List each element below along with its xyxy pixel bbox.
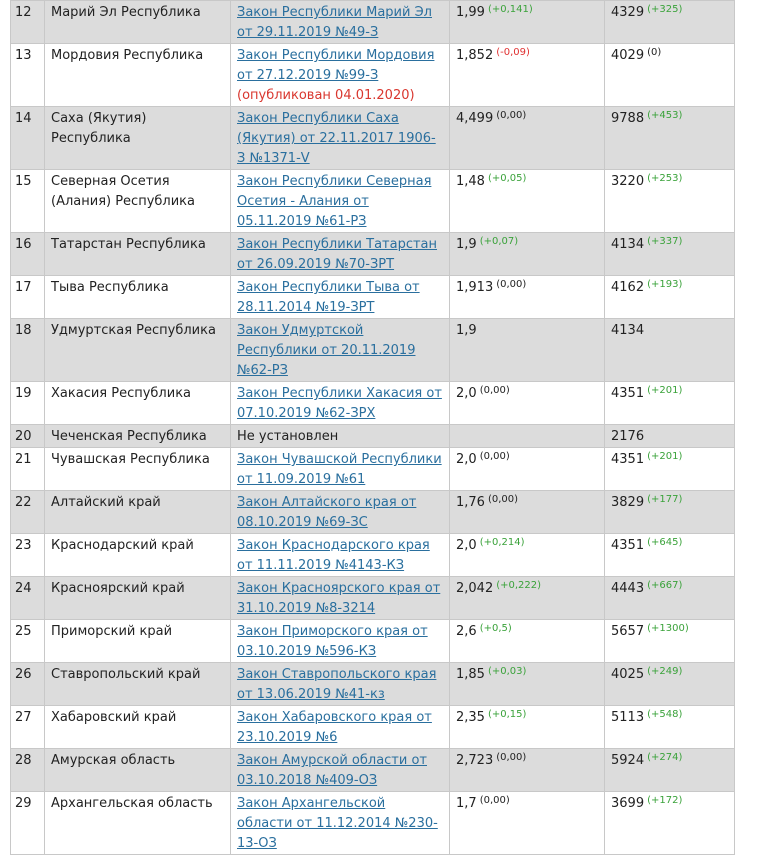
- table-body: [11, 1, 735, 855]
- law-link[interactable]: Закон Республики Саха (Якутия) от 22.11.2017 1906-З №1371-V: [237, 111, 436, 166]
- law-cell: [231, 425, 450, 448]
- coefficient-cell: [450, 706, 605, 749]
- coefficient-cell: [450, 577, 605, 620]
- law-link[interactable]: Закон Республики Марий Эл от 29.11.2019 №49-З: [237, 5, 432, 40]
- region-name: Татарстан Республика: [45, 233, 231, 276]
- coefficient-cell: [450, 448, 605, 491]
- region-name: Архангельская область: [45, 792, 231, 855]
- coefficient-cell: [450, 663, 605, 706]
- minimum-change: (+249): [647, 666, 683, 677]
- law-link[interactable]: Закон Хабаровского края от 23.10.2019 №6: [237, 710, 432, 745]
- coefficient-change: (+0,141): [487, 4, 533, 15]
- minimum-cell: [605, 663, 735, 706]
- minimum-value: 3699: [611, 796, 645, 811]
- coefficient-value: 2,0: [456, 538, 477, 553]
- law-link[interactable]: Закон Республики Северная Осетия - Алания от 05.11.2019 №61-РЗ: [237, 174, 432, 229]
- coefficient-change: (0,00): [487, 494, 519, 505]
- coefficient-change: (+0,07): [479, 236, 519, 247]
- law-link[interactable]: Закон Республики Мордовия от 27.12.2019 №99-З: [237, 48, 435, 83]
- minimum-value: 4134: [611, 323, 645, 338]
- coefficient-cell: [450, 1, 605, 44]
- row-number: 16: [11, 233, 45, 276]
- minimum-change: (0): [647, 47, 662, 58]
- minimum-cell: [605, 749, 735, 792]
- table-row: [11, 706, 735, 749]
- minimum-cell: [605, 425, 735, 448]
- coefficient-value: 2,35: [456, 710, 485, 725]
- minimum-value: 4351: [611, 452, 645, 467]
- law-link[interactable]: Закон Удмуртской Республики от 20.11.2019 №62-РЗ: [237, 323, 416, 378]
- law-not-set: Не установлен: [237, 429, 339, 444]
- region-name: Чувашская Республика: [45, 448, 231, 491]
- row-number: 15: [11, 170, 45, 233]
- law-link[interactable]: Закон Алтайского края от 08.10.2019 №69-ЗС: [237, 495, 417, 530]
- minimum-change: (+645): [647, 537, 683, 548]
- coefficient-change: (+0,5): [479, 623, 512, 634]
- minimum-value: 4029: [611, 48, 645, 63]
- table-row: [11, 1, 735, 44]
- coefficient-cell: [450, 792, 605, 855]
- row-number: 21: [11, 448, 45, 491]
- row-number: 28: [11, 749, 45, 792]
- law-cell: [231, 170, 450, 233]
- minimum-cell: [605, 170, 735, 233]
- minimum-change: (+548): [647, 709, 683, 720]
- table-row: [11, 663, 735, 706]
- coefficient-cell: [450, 382, 605, 425]
- coefficient-change: (+0,214): [479, 537, 525, 548]
- minimum-cell: [605, 276, 735, 319]
- minimum-value: 9788: [611, 111, 645, 126]
- row-number: 25: [11, 620, 45, 663]
- coefficient-value: 2,042: [456, 581, 494, 596]
- law-cell: [231, 1, 450, 44]
- region-name: Хакасия Республика: [45, 382, 231, 425]
- minimum-change: (+274): [647, 752, 683, 763]
- coefficient-cell: [450, 233, 605, 276]
- row-number: 27: [11, 706, 45, 749]
- minimum-change: (+667): [647, 580, 683, 591]
- publication-note: (опубликован 04.01.2020): [237, 88, 415, 103]
- row-number: 19: [11, 382, 45, 425]
- law-cell: [231, 749, 450, 792]
- row-number: 12: [11, 1, 45, 44]
- table-row: [11, 577, 735, 620]
- minimum-cell: [605, 233, 735, 276]
- minimum-cell: [605, 382, 735, 425]
- coefficient-change: (0,00): [496, 279, 527, 290]
- minimum-cell: [605, 706, 735, 749]
- coefficient-change: (0,00): [479, 451, 510, 462]
- minimum-value: 3829: [611, 495, 645, 510]
- coefficient-value: 4,499: [456, 111, 494, 126]
- minimum-change: (+1300): [647, 623, 689, 634]
- minimum-cell: [605, 577, 735, 620]
- coefficient-change: (0,00): [496, 752, 527, 763]
- minimum-change: (+453): [647, 110, 683, 121]
- minimum-cell: [605, 792, 735, 855]
- minimum-change: (+201): [647, 451, 683, 462]
- minimum-change: (+193): [647, 279, 683, 290]
- minimum-cell: [605, 319, 735, 382]
- table-row: [11, 534, 735, 577]
- row-number: 24: [11, 577, 45, 620]
- region-name: Ставропольский край: [45, 663, 231, 706]
- minimum-change: (+337): [647, 236, 683, 247]
- minimum-value: 4162: [611, 280, 645, 295]
- coefficient-change: (0,00): [479, 795, 510, 806]
- table-row: [11, 233, 735, 276]
- row-number: 29: [11, 792, 45, 855]
- law-cell: [231, 663, 450, 706]
- region-name: Чеченская Республика: [45, 425, 231, 448]
- coefficient-cell: [450, 319, 605, 382]
- table-row: [11, 620, 735, 663]
- minimum-cell: [605, 44, 735, 107]
- minimum-value: 4025: [611, 667, 645, 682]
- row-number: 22: [11, 491, 45, 534]
- law-cell: [231, 276, 450, 319]
- table-row: [11, 107, 735, 170]
- coefficient-value: 1,852: [456, 48, 494, 63]
- minimum-value: 5113: [611, 710, 645, 725]
- coefficient-value: 2,723: [456, 753, 494, 768]
- coefficient-change: (+0,05): [487, 173, 527, 184]
- table-row: [11, 792, 735, 855]
- minimum-change: (+201): [647, 385, 683, 396]
- coefficient-change: (+0,222): [496, 580, 542, 591]
- law-link[interactable]: Закон Республики Хакасия от 07.10.2019 №62-ЗРХ: [237, 386, 442, 421]
- table-row: [11, 382, 735, 425]
- law-link[interactable]: Закон Красноярского края от 31.10.2019 №8-3214: [237, 581, 441, 616]
- minimum-value: 4351: [611, 538, 645, 553]
- law-link[interactable]: Закон Республики Татарстан от 26.09.2019 №70-ЗРТ: [237, 237, 438, 272]
- minimum-value: 4443: [611, 581, 645, 596]
- region-name: Приморский край: [45, 620, 231, 663]
- coefficient-cell: [450, 534, 605, 577]
- minimum-change: (+253): [647, 173, 683, 184]
- law-cell: [231, 620, 450, 663]
- region-name: Саха (Якутия) Республика: [45, 107, 231, 170]
- coefficient-value: 1,76: [456, 495, 485, 510]
- minimum-cell: [605, 491, 735, 534]
- table-row: [11, 425, 735, 448]
- minimum-cell: [605, 107, 735, 170]
- law-cell: [231, 792, 450, 855]
- law-link[interactable]: Закон Чувашской Республики от 11.09.2019 №61: [237, 452, 442, 487]
- law-link[interactable]: Закон Приморского края от 03.10.2019 №596-КЗ: [237, 624, 428, 659]
- table-row: [11, 44, 735, 107]
- law-cell: [231, 233, 450, 276]
- minimum-value: 2176: [611, 429, 645, 444]
- minimum-cell: [605, 534, 735, 577]
- law-cell: [231, 44, 450, 107]
- coefficient-value: 2,6: [456, 624, 477, 639]
- law-link[interactable]: Закон Амурской области от 03.10.2018 №409-ОЗ: [237, 753, 427, 788]
- law-cell: [231, 107, 450, 170]
- minimum-value: 5657: [611, 624, 645, 639]
- region-name: Северная Осетия (Алания) Республика: [45, 170, 231, 233]
- coefficient-value: 1,913: [456, 280, 494, 295]
- coefficient-value: 1,9: [456, 323, 477, 338]
- minimum-value: 4329: [611, 5, 645, 20]
- coefficient-cell: [450, 44, 605, 107]
- region-name: Краснодарский край: [45, 534, 231, 577]
- law-cell: [231, 491, 450, 534]
- law-cell: [231, 706, 450, 749]
- coefficient-cell: [450, 749, 605, 792]
- coefficient-cell: [450, 620, 605, 663]
- law-cell: [231, 534, 450, 577]
- law-cell: [231, 448, 450, 491]
- coefficient-value: 2,0: [456, 452, 477, 467]
- law-link[interactable]: Закон Архангельской области от 11.12.2014 №230-13-ОЗ: [237, 796, 438, 851]
- coefficient-cell: [450, 170, 605, 233]
- coefficient-change: (+0,15): [487, 709, 527, 720]
- coefficient-change: (-0,09): [496, 47, 530, 58]
- law-link[interactable]: Закон Республики Тыва от 28.11.2014 №19-ЗРТ: [237, 280, 420, 315]
- region-name: Алтайский край: [45, 491, 231, 534]
- minimum-value: 5924: [611, 753, 645, 768]
- table-row: [11, 170, 735, 233]
- law-link[interactable]: Закон Ставропольского края от 13.06.2019 №41-кз: [237, 667, 437, 702]
- law-cell: [231, 577, 450, 620]
- table-row: [11, 448, 735, 491]
- coefficient-value: 1,7: [456, 796, 477, 811]
- coefficient-value: 1,9: [456, 237, 477, 252]
- row-number: 17: [11, 276, 45, 319]
- row-number: 18: [11, 319, 45, 382]
- law-link[interactable]: Закон Краснодарского края от 11.11.2019 №4143-КЗ: [237, 538, 430, 573]
- region-name: Красноярский край: [45, 577, 231, 620]
- law-cell: [231, 382, 450, 425]
- minimum-cell: [605, 620, 735, 663]
- region-name: Хабаровский край: [45, 706, 231, 749]
- row-number: 26: [11, 663, 45, 706]
- coefficient-change: (+0,03): [487, 666, 527, 677]
- minimum-value: 4134: [611, 237, 645, 252]
- coefficient-cell: [450, 107, 605, 170]
- region-name: Амурская область: [45, 749, 231, 792]
- minimum-change: (+325): [647, 4, 683, 15]
- region-name: Удмуртская Республика: [45, 319, 231, 382]
- row-number: 23: [11, 534, 45, 577]
- coefficient-value: 2,0: [456, 386, 477, 401]
- region-name: Тыва Республика: [45, 276, 231, 319]
- table-row: [11, 276, 735, 319]
- minimum-change: (+177): [647, 494, 683, 505]
- region-name: Мордовия Республика: [45, 44, 231, 107]
- table-row: [11, 749, 735, 792]
- minimum-cell: [605, 448, 735, 491]
- coefficient-cell: [450, 425, 605, 448]
- row-number: 14: [11, 107, 45, 170]
- row-number: 13: [11, 44, 45, 107]
- coefficient-cell: [450, 276, 605, 319]
- regions-table: [10, 0, 735, 855]
- coefficient-cell: [450, 491, 605, 534]
- row-number: 20: [11, 425, 45, 448]
- region-name: Марий Эл Республика: [45, 1, 231, 44]
- coefficient-value: 1,99: [456, 5, 485, 20]
- coefficient-change: (0,00): [496, 110, 527, 121]
- law-cell: [231, 319, 450, 382]
- coefficient-value: 1,48: [456, 174, 485, 189]
- minimum-cell: [605, 1, 735, 44]
- minimum-value: 4351: [611, 386, 645, 401]
- minimum-change: (+172): [647, 795, 683, 806]
- coefficient-change: (0,00): [479, 385, 510, 396]
- minimum-value: 3220: [611, 174, 645, 189]
- coefficient-value: 1,85: [456, 667, 485, 682]
- table-row: [11, 319, 735, 382]
- table-row: [11, 491, 735, 534]
